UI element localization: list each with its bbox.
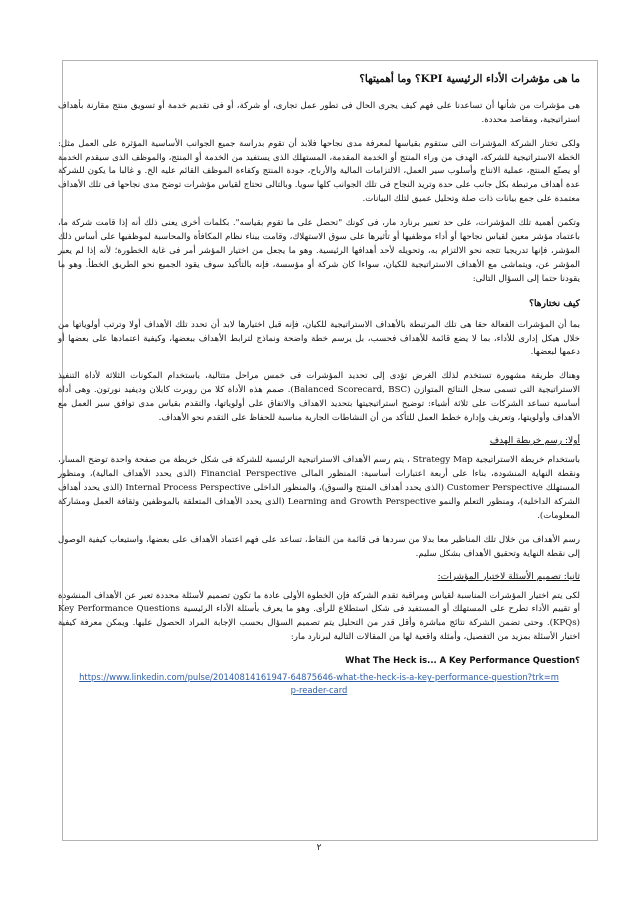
reference-title: What The Heck is... A Key Performance Question؟ bbox=[345, 655, 580, 666]
step-one-paragraph-1: باستخدام خريطة الاستراتيجية Strategy Map ، يتم رسم الأهداف الاستراتيجية الرئيسية للشركة فى شكل خريطة من صفحة واحدة توضح المسار، ونقطة النهاية المنشودة، بناءا على أربعة اعتبارات أساسية: المنظور المالى Financial Perspective (الذى يحدد الأهداف المالية)، ومنظور المستهلك Customer Perspective (الذى يحدد أهداف المنتج والسوق)، والمنظور الداخلى Internal Process Perspective (الذى يحدد أهداف الشركة الداخلية)، ومنظور التعلم والنمو Learning and Growth Perspective (الذى يحدد الأهداف المتعلقة بالموظفين وثقافة العمل ومشاركة المعلومات). bbox=[58, 455, 581, 521]
reference-link[interactable]: https://www.linkedin.com/pulse/20140814161947-64875646-what-the-heck-is-a-key-performance-question?trk=mp-reader-card bbox=[79, 672, 559, 695]
selection-paragraph: ولكى تختار الشركة المؤشرات التى ستقوم بقياسها لمعرفة مدى نجاحها فلابد أن تقوم بدراسة جميع الجوانب الأساسية المؤثرة على العمل مثل: الخطة الاستراتيجية للشركة، الهدف من وراء المنتج أو الخدمة المقدمة، المستهلك الذى يستفيد من الخدمة أو المنتج، والموظف الذى سيقدم الخدمة أو يصنّع المنتج، عملية الانتاج وأسلوب سير العمل، الالتزامات المالية والأرباح، جودة المنتج وكفاءة الموظف القائم عليه الخ. و غالبا ما يكون للشركة عدة أهداف مرتبطة بكل جانب على حدة وتريد النجاح فى تلك الجوانب كلها سويا. وبالتالى تحتاج لقياس مؤشرات توضح مدى نجاحها فى تلك الأهداف معتمدة على جمع بيانات ذات صلة وتحليل عميق لتلك البيانات. bbox=[58, 138, 580, 205]
step-one-heading: أولا: رسم خريطة الهدف bbox=[489, 436, 580, 447]
document-title: ما هى مؤشرات الأداء الرئيسية KPI؟ وما أهميتها؟ bbox=[359, 73, 580, 85]
how-to-choose-paragraph-2: وهناك طريقة مشهورة تستخدم لذلك الغرض تؤدى إلى تحديد المؤشرات فى خمس مراحل متتالية، باستخدام المكونات الثلاثة لأداة التنفيذ الاستراتيجية التى تسمى سجل النتائج المتوازن (Balanced Scorecard, BSC). صمم هذه الأداة كلا من روبرت كابلان وديفيد نورتون. وهى أداة أساسية تساعد الشركات على ثلاثة أشياء: توضيح استراتيجيتها بتحديد الاهداف والاتفاق على أولوياتها، والتقدم بقياس مدى توافق سير العمل مع الأهداف وأولويتها، وتعريف وإدارة خطط العمل للتأكد من أن النشاطات الجارية مناسبة للحفاظ على التقدم نحو الأهداف. bbox=[58, 371, 580, 424]
step-one-paragraph-2: رسم الأهداف من خلال تلك المناظير معا بدلا من سردها فى قائمة من النقاط، تساعد على فهم اعتماد الأهداف على بعضها، واستيعاب كيفية الوصول إلى نقطة النهاية وتحقيق الأهداف بشكل سليم. bbox=[58, 534, 580, 559]
importance-paragraph: وتكمن أهمية تلك المؤشرات، على حد تعبير برنارد مار، فى كونك "تحصل على ما تقوم بقياسه". بكلمات أخرى يعنى ذلك أنه إذا قامت شركة ما، باعتماد مؤشر معين لقياس نجاحها أو أداء موظفيها أو تأثيرها على سوق الاستهلاك، وقامت ببناء نظام المكافأة والمحاسبة لموظفيها على أساس ذلك المؤشر، فإنها تدريجيا تتجه نحو الالتزام به، وتحويله لأحد أهدافها الرئيسية. وهو ما يجعل من اختيار المؤشر أمر فى غاية الخطورة؛ لأنه إذا لم يعبر المؤشر عن، ويتماشى مع الأهداف الاستراتيجية للكيان، سواءا كان شركة أو مؤسسة، فإنه بالتأكيد سوف يقود الجميع نحو الطريق الخطأ. وهو ما يقودنا حتما إلى السؤال التالى: bbox=[58, 218, 580, 284]
step-two-paragraph: لكى يتم اختيار المؤشرات المناسبة لقياس ومراقبة تقدم الشركة فإن الخطوة الأولى عادة ما تكون تصميم لأسئلة محددة تعبر عن الأهداف المنشودة أو تقييم الأداء تطرح على المستهلك أو المستفيد فى شكل استطلاع للرأى. وهو ما يعرف بأسئلة الأداء الرئيسية Key Performance Questions (KPQs). وحتى تضمن الشركة نتائج مباشرة وأقل قدر من التحليل يتم تصميم السؤال بحسب الإجابة المراد الحصول عليها. ويمكن معرفة كيفية اختيار الأسئلة بمزيد من التفصيل، وأمثلة واقعية لها من المقالات التالية لبرنارد مار: bbox=[58, 590, 581, 643]
section-heading-how-to-choose: كيف نختارها؟ bbox=[529, 297, 580, 309]
intro-paragraph: هى مؤشرات من شأنها أن تساعدنا على فهم كيف يجرى الحال فى تطور عمل تجارى، أو شركة، أو فى تقديم خدمة أو تسويق منتج مقارنة بأهداف استراتيجية، ومقاصد محددة. bbox=[58, 100, 580, 125]
page-number: ٢ bbox=[316, 843, 322, 853]
page-content bbox=[58, 72, 580, 696]
how-to-choose-paragraph-1: بما أن المؤشرات الفعالة حقا هى تلك المرتبطة بالأهداف الاستراتيجية للكيان، فإنه قبل اختيارها لابد أن تحدد تلك الأهداف أولا وترتب أولوياتها من خلال هيكل إدارى للأداء، بما لا يضع قائمة للأهداف فحسب، بل يرسم خطة واضحة ونماذج لترابط الأهداف ببعضها، وكيفية اعتمادها على بعضها أو دعمها لبعضها. bbox=[58, 319, 580, 358]
step-two-heading: ثانيا: تصميم الأسئلة لاختيار المؤشرات: bbox=[437, 571, 580, 582]
